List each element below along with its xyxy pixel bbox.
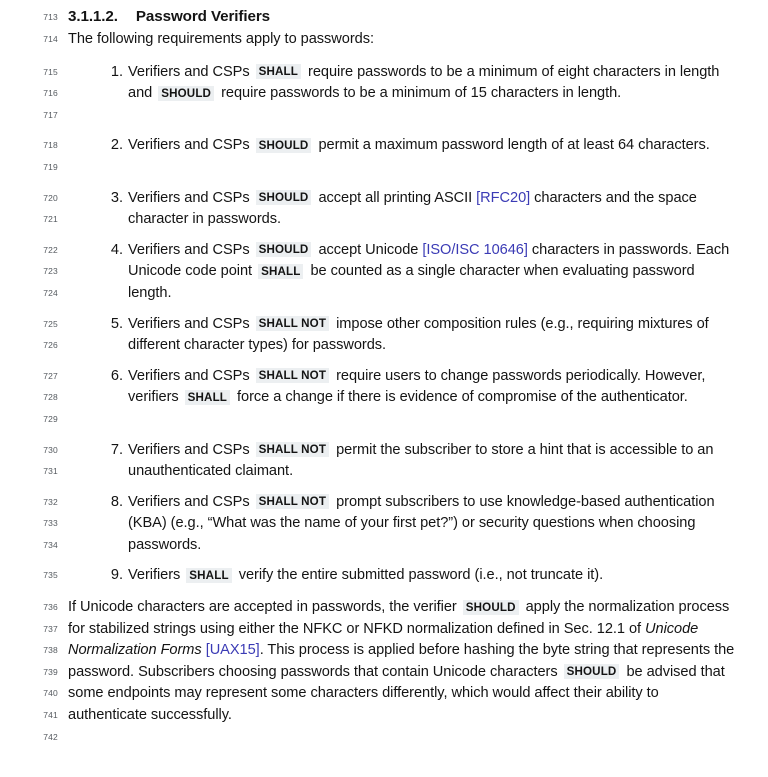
line-number-gutter xyxy=(0,440,68,483)
list-marker: 3. xyxy=(110,189,123,206)
section-heading-row xyxy=(0,6,768,29)
line-number: 726 xyxy=(43,340,58,351)
rfc-keyword: SHALL NOT xyxy=(256,442,329,457)
body-text: Verifiers and CSPs xyxy=(128,137,254,154)
line-number-gutter xyxy=(0,135,68,178)
list-item-row xyxy=(0,314,768,357)
line-number-gutter xyxy=(0,240,68,305)
list-item-row xyxy=(0,440,768,483)
rfc-keyword: SHALL xyxy=(258,264,303,279)
line-number-gutter xyxy=(0,366,68,431)
line-number-gutter xyxy=(0,565,68,587)
line-number: 720 xyxy=(43,192,58,203)
list-item xyxy=(0,135,768,178)
line-number: 731 xyxy=(43,466,58,477)
list-item xyxy=(0,492,768,557)
list-marker: 4. xyxy=(110,241,123,258)
citation-link[interactable]: [UAX15] xyxy=(205,642,260,659)
list-item-text xyxy=(68,492,768,557)
list-marker: 8. xyxy=(110,493,123,510)
line-number-gutter xyxy=(0,314,68,357)
closing-paragraph xyxy=(0,597,768,748)
body-text: verify the entire submitted password (i.e., not truncate it). xyxy=(234,567,604,584)
list-item xyxy=(0,62,768,127)
body-text: accept Unicode xyxy=(314,241,423,258)
requirement-list xyxy=(0,62,768,587)
body-text: be advised that some endpoints may represent some characters differently, which would affect their ability to authenticate successfully. xyxy=(68,663,725,724)
body-text: Verifiers and CSPs xyxy=(128,367,254,384)
body-text: impose other composition rules (e.g., requiring mixtures of different character types) for passwords. xyxy=(128,315,709,354)
body-text: accept all printing ASCII xyxy=(314,189,477,206)
list-item-text xyxy=(68,240,768,305)
body-text: Verifiers and CSPs xyxy=(128,189,254,206)
line-number-gutter xyxy=(0,62,68,127)
body-text: characters in passwords. Each Unicode code point xyxy=(128,241,730,280)
citation-link[interactable]: [RFC20] xyxy=(476,189,531,206)
line-number: 736 xyxy=(43,602,58,613)
rfc-keyword: SHOULD xyxy=(463,600,519,615)
list-item xyxy=(0,565,768,587)
body-text: Verifiers and CSPs xyxy=(128,63,254,80)
line-number: 723 xyxy=(43,266,58,277)
rfc-keyword: SHOULD xyxy=(256,138,312,153)
body-text: Verifiers and CSPs xyxy=(128,493,254,510)
line-number: 734 xyxy=(43,539,58,550)
line-number: 725 xyxy=(43,318,58,329)
rfc-keyword: SHOULD xyxy=(564,664,620,679)
body-text: require passwords to be a minimum of eight characters in length and xyxy=(128,63,720,102)
line-number: 732 xyxy=(43,496,58,507)
body-text: force a change if there is evidence of compromise of the authenticator. xyxy=(233,389,688,406)
rfc-keyword: SHALL xyxy=(256,64,301,79)
list-marker: 9. xyxy=(110,567,123,584)
line-number: 728 xyxy=(43,392,58,403)
rfc-keyword: SHALL xyxy=(186,568,231,583)
list-item-text xyxy=(68,314,768,357)
line-number: 730 xyxy=(43,444,58,455)
list-item-text xyxy=(68,188,768,231)
list-item-text xyxy=(68,135,768,157)
body-text: permit a maximum password length of at least 64 characters. xyxy=(314,137,710,154)
closing-paragraph-text xyxy=(68,597,768,727)
section-number: 3.1.1.2. xyxy=(68,8,118,25)
line-number: 737 xyxy=(43,623,58,634)
line-number: 740 xyxy=(43,688,58,699)
intro-paragraph-text: The following requirements apply to passwords: xyxy=(68,31,374,47)
body-text: permit the subscriber to store a hint that is accessible to an unauthenticated claimant. xyxy=(128,441,714,480)
line-number: 724 xyxy=(43,287,58,298)
list-item-text xyxy=(68,440,768,483)
section-title: Password Verifiers xyxy=(135,8,270,25)
line-number: 718 xyxy=(43,140,58,151)
body-text: Verifiers and CSPs xyxy=(128,241,254,258)
line-number: 733 xyxy=(43,518,58,529)
line-number-gutter xyxy=(0,492,68,557)
list-item xyxy=(0,366,768,431)
body-text: Verifiers and CSPs xyxy=(128,315,254,332)
body-text: apply the normalization process for stabilized strings using either the NFKC or NFKD normalization defined in Sec. 12.1 of xyxy=(68,599,730,637)
body-text: Verifiers xyxy=(128,567,185,584)
list-item xyxy=(0,240,768,305)
line-number: 742 xyxy=(43,731,58,742)
list-marker: 5. xyxy=(110,315,123,332)
list-item-row xyxy=(0,188,768,231)
list-marker: 2. xyxy=(110,137,123,154)
rfc-keyword: SHOULD xyxy=(256,190,312,205)
list-item xyxy=(0,314,768,357)
list-item xyxy=(0,440,768,483)
line-number: 719 xyxy=(43,161,58,172)
list-item-row xyxy=(0,565,768,587)
rfc-keyword: SHOULD xyxy=(256,242,312,257)
line-number: 722 xyxy=(43,244,58,255)
body-text: require passwords to be a minimum of 15 characters in length. xyxy=(217,85,622,102)
line-number: 721 xyxy=(43,214,58,225)
body-text: Verifiers and CSPs xyxy=(128,441,254,458)
line-number: 714 xyxy=(43,34,58,44)
list-item-row xyxy=(0,62,768,127)
rfc-keyword: SHALL NOT xyxy=(256,494,329,509)
intro-paragraph-row xyxy=(0,29,768,51)
list-item-text xyxy=(68,366,768,409)
list-item-text xyxy=(68,62,768,105)
citation-link[interactable]: [ISO/ISC 10646] xyxy=(422,241,528,258)
body-text: require users to change passwords periodically. However, verifiers xyxy=(128,367,706,406)
body-text: characters and the space character in passwords. xyxy=(128,189,697,228)
italic-title: Unicode Normalization Forms xyxy=(68,620,699,659)
list-item-row xyxy=(0,240,768,305)
list-marker: 7. xyxy=(110,441,123,458)
line-number: 727 xyxy=(43,370,58,381)
body-text: If Unicode characters are accepted in passwords, the verifier xyxy=(68,599,461,616)
list-item xyxy=(0,188,768,231)
rfc-keyword: SHALL NOT xyxy=(256,368,329,383)
body-text: be counted as a single character when evaluating password length. xyxy=(128,263,695,301)
list-marker: 6. xyxy=(110,367,123,384)
rfc-keyword: SHALL xyxy=(185,390,230,405)
list-item-row xyxy=(0,366,768,431)
line-number: 739 xyxy=(43,666,58,677)
line-number: 717 xyxy=(43,109,58,120)
list-item-row xyxy=(0,135,768,178)
line-number: 735 xyxy=(43,570,58,581)
line-number: 716 xyxy=(43,88,58,99)
rfc-keyword: SHOULD xyxy=(158,86,214,101)
line-number: 729 xyxy=(43,413,58,424)
list-item-text xyxy=(68,565,768,587)
line-number-gutter xyxy=(0,188,68,231)
body-text: prompt subscribers to use knowledge-based authentication (KBA) (e.g., “What was the name of your first pet?”) or security questions when choosing passwords. xyxy=(128,493,715,553)
line-number: 741 xyxy=(43,710,58,721)
list-marker: 1. xyxy=(110,63,123,80)
line-number: 713 xyxy=(43,12,58,22)
page-title xyxy=(68,6,768,28)
line-number: 715 xyxy=(43,66,58,77)
closing-paragraph-row xyxy=(0,597,768,748)
line-number-gutter xyxy=(0,597,68,748)
body-text: . This process is applied before hashing the byte string that represents the password. Subscribers choosing passwords that contain Unicode characters xyxy=(68,642,735,680)
line-number: 738 xyxy=(43,645,58,656)
rfc-keyword: SHALL NOT xyxy=(256,316,329,331)
list-item-row xyxy=(0,492,768,557)
